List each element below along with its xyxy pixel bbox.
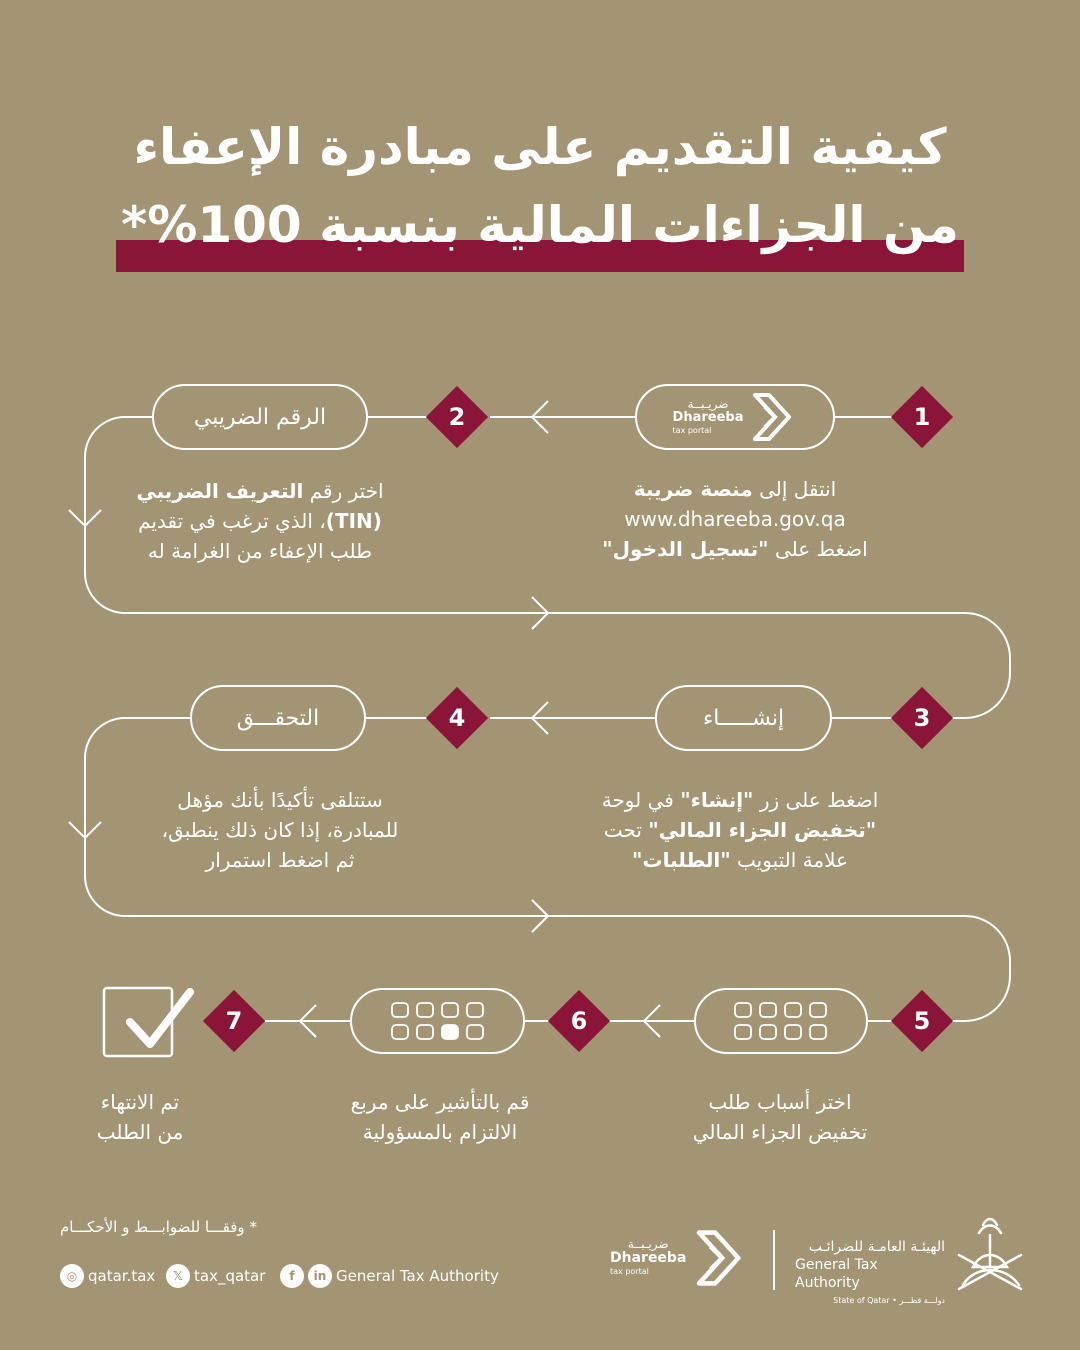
step-3-text-c: في لوحة — [601, 788, 681, 812]
grid-checked-icon — [390, 1001, 486, 1041]
page-title-line-2: من الجزاءات المالية بنسبة 100%* — [121, 196, 959, 254]
x-link[interactable] — [166, 1264, 265, 1288]
linkedin-icon: in — [308, 1264, 332, 1288]
page-title-line-1: كيفية التقديم على مبادرة الإعفاء — [133, 118, 947, 176]
step-3-text-b: "إنشاء" — [680, 788, 754, 812]
footer-dhareeba-icon — [694, 1228, 748, 1288]
step-4-number: 4 — [448, 704, 466, 732]
facebook-icon: f — [280, 1264, 304, 1288]
x-handle: tax_qatar — [194, 1267, 266, 1285]
step-4-description — [120, 785, 440, 875]
footer-dhareeba-sub: tax portal — [610, 1267, 649, 1276]
linkedin-name: General Tax Authority — [336, 1267, 499, 1285]
dhareeba-sub-text: tax portal — [672, 425, 712, 435]
step-1-dhareeba-pill — [635, 384, 835, 450]
step-7-description — [60, 1087, 220, 1147]
step-3-text-f: علامة التبويب — [730, 848, 848, 872]
step-1-number: 1 — [913, 403, 931, 431]
step-2-text-b: التعريف الضريبي — [136, 479, 304, 503]
gta-logo-text — [795, 1238, 945, 1310]
gta-ar-text: الهيئـة العامـة للضرائـب — [808, 1239, 945, 1255]
step-2-tin-pill: الرقم الضريبي — [152, 384, 368, 450]
step-4-text-a: ستتلقى تأكيدًا بأنك مؤهل — [177, 788, 383, 812]
x-icon: 𝕏 — [166, 1264, 190, 1288]
qatar-emblem-icon — [955, 1215, 1025, 1293]
step-5-description — [640, 1087, 920, 1147]
gta-sub-text: State of Qatar • دولـــة قطـــر — [833, 1296, 945, 1305]
step-6-description — [300, 1087, 580, 1147]
step-3-text-e: تحت — [603, 818, 649, 842]
step-7-number: 7 — [225, 1007, 243, 1035]
instagram-link[interactable] — [60, 1264, 155, 1288]
step-1-description — [575, 474, 895, 564]
step-1-text-d: "تسجيل الدخول" — [602, 537, 769, 561]
step-1-text-a: انتقل إلى — [752, 477, 837, 501]
step-7-text-a: تم الانتهاء — [100, 1090, 180, 1114]
step-2-text-e: طلب الإعفاء من الغرامة له — [147, 539, 373, 563]
step-3-number: 3 — [913, 704, 931, 732]
instagram-handle: qatar.tax — [88, 1267, 156, 1285]
step-5-grid-pill — [694, 988, 868, 1054]
terms-note: * وفقـــا للضوابـــط و الأحكـــام — [60, 1218, 257, 1236]
linkedin-link[interactable] — [280, 1264, 499, 1288]
step-3-text-g: "الطلبات" — [632, 848, 731, 872]
step-2-text-d: ، الذي ترغب في تقديم — [138, 509, 326, 533]
step-1-text-b: منصة ضريبة — [633, 477, 753, 501]
step-6-grid-pill — [350, 988, 525, 1054]
instagram-icon: ◎ — [60, 1264, 84, 1288]
footer-divider — [773, 1230, 775, 1290]
step-3-description — [580, 785, 900, 875]
checkmark-icon — [100, 982, 196, 1062]
step-3-text-a: اضغط على زر — [753, 788, 879, 812]
step-3-create-pill: إنشـــــاء — [655, 685, 832, 751]
footer-dhareeba-ar: ضريـبــة — [627, 1237, 669, 1251]
step-6-text-b: الالتزام بالمسؤولية — [362, 1120, 518, 1144]
step-1-text-c: اضغط على — [768, 537, 868, 561]
step-4-text-c: ثم اضغط استمرار — [205, 848, 355, 872]
step-1-url: www.dhareeba.gov.qa — [624, 507, 846, 531]
step-5-text-a: اختر أسباب طلب — [708, 1090, 852, 1114]
step-4-text-b: للمبادرة، إذا كان ذلك ينطبق، — [161, 818, 399, 842]
footer-dhareeba-en: Dhareeba — [610, 1250, 687, 1266]
dhareeba-en-text: Dhareeba — [672, 409, 744, 425]
step-5-number: 5 — [913, 1007, 931, 1035]
step-2-text-a: اختر رقم — [303, 479, 384, 503]
gta-en-text: General Tax Authority — [795, 1257, 878, 1291]
step-6-text-a: قم بالتأشير على مربع — [350, 1090, 530, 1114]
step-6-number: 6 — [570, 1007, 588, 1035]
dhareeba-ar-text: ضريـبــة — [687, 396, 729, 411]
grid-icon — [733, 1001, 829, 1041]
dhareeba-logo-icon — [751, 391, 797, 443]
step-3-text-d: "تخفيض الجزاء المالي" — [648, 818, 877, 842]
footer-dhareeba-logo — [610, 1228, 748, 1288]
arrow-right-icon — [532, 597, 548, 932]
step-2-number: 2 — [448, 403, 466, 431]
step-2-description — [110, 476, 410, 566]
step-2-text-c: (TIN) — [325, 509, 382, 533]
step-5-text-b: تخفيض الجزاء المالي — [692, 1120, 868, 1144]
step-7-text-b: من الطلب — [96, 1120, 184, 1144]
step-4-verify-pill: التحقـــق — [190, 685, 366, 751]
